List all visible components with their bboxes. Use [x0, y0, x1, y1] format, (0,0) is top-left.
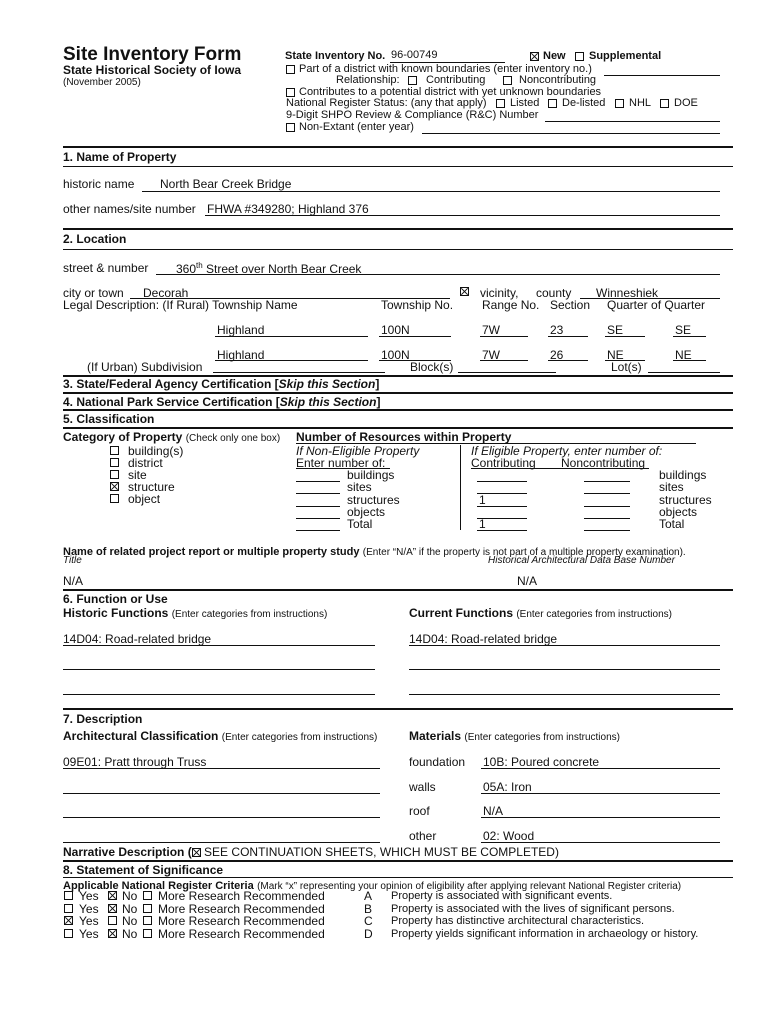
- row2-range[interactable]: 7W: [482, 348, 500, 362]
- inventory-label: State Inventory No.: [285, 50, 386, 62]
- nonextant-checkbox[interactable]: [286, 123, 295, 132]
- delisted-checkbox[interactable]: [548, 99, 557, 108]
- new-checkbox[interactable]: [530, 52, 539, 61]
- cat-site-label: site: [128, 468, 147, 482]
- walls-label: walls: [409, 780, 436, 794]
- org-name: State Historical Society of Iowa: [63, 63, 242, 77]
- row1-section[interactable]: 23: [550, 323, 564, 337]
- walls-value[interactable]: 05A: Iron: [483, 780, 532, 794]
- county-value[interactable]: Winneshiek: [596, 286, 659, 300]
- row2-q2[interactable]: NE: [675, 348, 692, 362]
- resources-heading: Number of Resources within Property: [296, 430, 512, 444]
- relationship-label: Relationship:: [336, 74, 400, 86]
- cat-object-label: object: [128, 492, 161, 506]
- title-value[interactable]: N/A: [63, 574, 84, 588]
- row1-township[interactable]: Highland: [217, 323, 265, 337]
- section-2-heading: 2. Location: [63, 232, 127, 246]
- section-8-heading: 8. Statement of Significance: [63, 863, 224, 877]
- row2-township-no[interactable]: 100N: [381, 348, 410, 362]
- vicinity-label: vicinity,: [480, 286, 519, 300]
- cat-structure-checkbox[interactable]: [110, 482, 119, 491]
- category-label: Category of Property (Check only one box): [63, 430, 281, 444]
- eligible-label: If Eligible Property, enter number of:: [471, 444, 663, 458]
- noncontributing-label: Noncontributing: [519, 74, 597, 86]
- vicinity-checkbox[interactable]: [460, 287, 469, 296]
- hadb-label: Historical Architectural Data Base Number: [488, 555, 675, 566]
- historic-functions-label: Historic Functions (Enter categories from instructions): [63, 606, 328, 620]
- narrative-checkbox[interactable]: [192, 848, 201, 857]
- other-names-value[interactable]: FHWA #349280; Highland 376: [207, 202, 369, 216]
- district-checkbox[interactable]: [286, 65, 295, 74]
- ne-buildings-label: buildings: [347, 468, 395, 482]
- ne-sites-label: sites: [347, 480, 372, 494]
- crit-a-text: Property is associated with significant events.: [391, 890, 613, 902]
- cat-district-checkbox[interactable]: [110, 458, 119, 467]
- row1-q2[interactable]: SE: [675, 323, 692, 337]
- crit-c-no-checkbox[interactable]: [108, 916, 117, 925]
- other-material-value[interactable]: 02: Wood: [483, 829, 535, 843]
- title-label: Title: [63, 555, 82, 566]
- el-buildings-label: buildings: [659, 468, 707, 482]
- shpo-label: 9-Digit SHPO Review & Compliance (R&C) Number: [286, 109, 539, 121]
- quarter-label: Quarter of Quarter: [607, 298, 706, 312]
- narrative-description: Narrative Description ( SEE CONTINUATION SHEETS, WHICH MUST BE COMPLETED): [63, 845, 559, 859]
- nr-status-label: National Register Status: (any that apply): [286, 97, 487, 109]
- contributing-col-label: Contributing: [471, 456, 536, 470]
- crit-c-more-checkbox[interactable]: [143, 916, 152, 925]
- township-no-label: Township No.: [381, 298, 454, 312]
- legal-label: Legal Description: (If Rural) Township Name: [63, 298, 298, 312]
- foundation-label: foundation: [409, 755, 466, 769]
- crit-a-more-label: More Research Recommended: [158, 889, 325, 903]
- section-1-heading: 1. Name of Property: [63, 150, 177, 164]
- row1-range[interactable]: 7W: [482, 323, 500, 337]
- crit-a-no-label: No: [122, 889, 138, 903]
- row1-township-no[interactable]: 100N: [381, 323, 410, 337]
- county-label: county: [536, 286, 572, 300]
- crit-a-yes-checkbox[interactable]: [64, 891, 73, 900]
- arch-class-value[interactable]: 09E01: Pratt through Truss: [63, 755, 207, 769]
- foundation-value[interactable]: 10B: Poured concrete: [483, 755, 600, 769]
- crit-a-more-checkbox[interactable]: [143, 891, 152, 900]
- roof-value[interactable]: N/A: [483, 804, 504, 818]
- crit-c-yes-checkbox[interactable]: [64, 916, 73, 925]
- district-text: Part of a district with known boundaries (enter inventory no.): [299, 63, 592, 75]
- contrib-total-value[interactable]: 1: [479, 517, 486, 531]
- current-functions-label: Current Functions (Enter categories from instructions): [409, 606, 672, 620]
- section-4-heading: 4. National Park Service Certification [Skip this Section]: [63, 395, 381, 409]
- section-6-heading: 6. Function or Use: [63, 592, 168, 606]
- section-7-heading: 7. Description: [63, 712, 143, 726]
- crit-d-more-checkbox[interactable]: [143, 929, 152, 938]
- contributes-text: Contributes to a potential district with yet unknown boundaries: [299, 86, 602, 98]
- nhl-checkbox[interactable]: [615, 99, 624, 108]
- doe-checkbox[interactable]: [660, 99, 669, 108]
- row1-q1[interactable]: SE: [607, 323, 624, 337]
- form-title: Site Inventory Form: [63, 44, 242, 65]
- crit-b-letter: B: [364, 902, 373, 916]
- crit-b-yes-label: Yes: [79, 902, 99, 916]
- contributes-checkbox[interactable]: [286, 88, 295, 97]
- crit-d-no-checkbox[interactable]: [108, 929, 117, 938]
- el-structures-label: structures: [659, 493, 712, 507]
- noncontributing-checkbox[interactable]: [503, 76, 512, 85]
- nhl-label: NHL: [629, 97, 652, 109]
- city-value[interactable]: Decorah: [143, 286, 189, 300]
- crit-c-letter: C: [364, 914, 373, 928]
- crit-d-yes-checkbox[interactable]: [64, 929, 73, 938]
- crit-b-yes-checkbox[interactable]: [64, 904, 73, 913]
- other-material-label: other: [409, 829, 437, 843]
- enter-number-label: Enter number of:: [296, 456, 386, 470]
- urban-label: (If Urban) Subdivision: [87, 360, 203, 374]
- range-label: Range No.: [482, 298, 540, 312]
- blocks-label: Block(s): [410, 360, 454, 374]
- nonextant-label: Non-Extant (enter year): [299, 121, 414, 133]
- row2-section[interactable]: 26: [550, 348, 564, 362]
- crit-d-no-label: No: [122, 927, 138, 941]
- ne-total-label: Total: [347, 517, 373, 531]
- section-label: Section: [550, 298, 591, 312]
- el-total-label: Total: [659, 517, 685, 531]
- crit-b-no-label: No: [122, 902, 138, 916]
- materials-label: Materials (Enter categories from instructions): [409, 729, 620, 743]
- cat-district-label: district: [128, 456, 163, 470]
- crit-c-more-label: More Research Recommended: [158, 914, 325, 928]
- new-label: New: [543, 50, 566, 62]
- noncontributing-col-label: Noncontributing: [561, 456, 646, 470]
- hadb-value[interactable]: N/A: [517, 574, 538, 588]
- crit-d-more-label: More Research Recommended: [158, 927, 325, 941]
- delisted-label: De-listed: [562, 97, 606, 109]
- section-5-heading: 5. Classification: [63, 412, 155, 426]
- non-eligible-label: If Non-Eligible Property: [296, 444, 420, 458]
- crit-b-text: Property is associated with the lives of significant persons.: [391, 903, 675, 915]
- contributing-checkbox[interactable]: [408, 76, 417, 85]
- cat-buildings-label: building(s): [128, 444, 184, 458]
- crit-c-yes-label: Yes: [79, 914, 99, 928]
- cat-buildings-checkbox[interactable]: [110, 446, 119, 455]
- crit-c-no-label: No: [122, 914, 138, 928]
- criteria-label: Applicable National Register Criteria (Mark “x” representing your opinion of eligibility after applying relevant National Register criteria): [63, 880, 682, 892]
- crit-b-more-label: More Research Recommended: [158, 902, 325, 916]
- cat-object-checkbox[interactable]: [110, 494, 119, 503]
- crit-d-text: Property yields significant information in archaeology or history.: [391, 928, 699, 940]
- contrib-structures-value[interactable]: 1: [479, 493, 486, 507]
- historic-name-label: historic name: [63, 177, 135, 191]
- current-function-value[interactable]: 14D04: Road-related bridge: [409, 632, 558, 646]
- crit-a-no-checkbox[interactable]: [108, 891, 117, 900]
- row2-township[interactable]: Highland: [217, 348, 265, 362]
- lots-label: Lot(s): [611, 360, 642, 374]
- arch-class-label: Architectural Classification (Enter categories from instructions): [63, 729, 378, 743]
- ne-structures-label: structures: [347, 493, 400, 507]
- other-names-label: other names/site number: [63, 202, 196, 216]
- ne-objects-label: objects: [347, 505, 386, 519]
- crit-b-no-checkbox[interactable]: [108, 904, 117, 913]
- form-date: (November 2005): [63, 77, 141, 88]
- city-label: city or town: [63, 286, 124, 300]
- street-label: street & number: [63, 261, 149, 275]
- street-value[interactable]: 360th Street over North Bear Creek: [176, 261, 362, 276]
- listed-checkbox[interactable]: [496, 99, 505, 108]
- section-rule: [63, 146, 733, 148]
- crit-d-letter: D: [364, 927, 373, 941]
- roof-label: roof: [409, 804, 430, 818]
- supplemental-label: Supplemental: [589, 50, 662, 62]
- crit-d-yes-label: Yes: [79, 927, 99, 941]
- historic-function-value[interactable]: 14D04: Road-related bridge: [63, 632, 212, 646]
- listed-label: Listed: [510, 97, 540, 109]
- el-objects-label: objects: [659, 505, 698, 519]
- crit-c-text: Property has distinctive architectural characteristics.: [391, 915, 645, 927]
- crit-b-more-checkbox[interactable]: [143, 904, 152, 913]
- crit-a-letter: A: [364, 889, 373, 903]
- cat-structure-label: structure: [128, 480, 175, 494]
- crit-a-yes-label: Yes: [79, 889, 99, 903]
- doe-label: DOE: [674, 97, 698, 109]
- inventory-number[interactable]: 96-00749: [391, 49, 438, 61]
- contributing-label: Contributing: [426, 74, 486, 86]
- section-3-heading: 3. State/Federal Agency Certification [Skip this Section]: [63, 377, 380, 391]
- related-label: Name of related project report or multiple property study (Enter “N/A” if the property is not part of a multiple property examination).: [63, 546, 686, 558]
- historic-name-value[interactable]: North Bear Creek Bridge: [160, 177, 292, 191]
- cat-site-checkbox[interactable]: [110, 470, 119, 479]
- el-sites-label: sites: [659, 480, 684, 494]
- row2-q1[interactable]: NE: [607, 348, 624, 362]
- supplemental-checkbox[interactable]: [575, 52, 584, 61]
